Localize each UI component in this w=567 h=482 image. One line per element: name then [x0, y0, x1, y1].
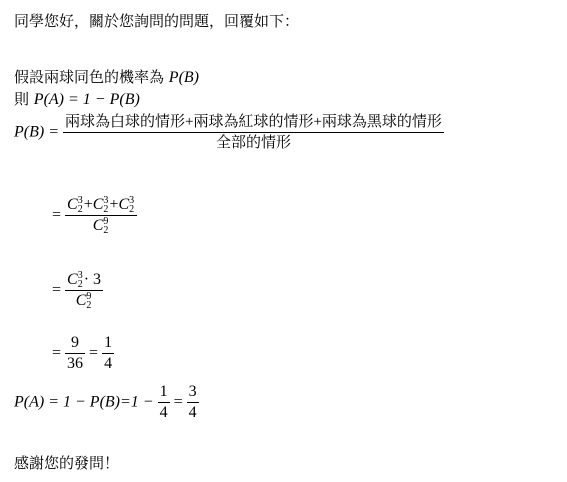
greeting-text: 同學您好，關於您詢問的問題，回覆如下：: [14, 12, 300, 30]
comb-symbol: C: [118, 196, 130, 213]
comb-symbol: C: [92, 196, 104, 213]
comb-symbol: C: [75, 292, 87, 309]
step3-equals: =: [52, 281, 62, 299]
fraction-9-36: [65, 333, 85, 374]
step-combination-sum: [52, 195, 137, 236]
comb-symbol: C: [92, 217, 104, 234]
step4-equals: =: [52, 344, 62, 362]
final-left: P(A) = 1 − P(B)=1 −: [14, 393, 154, 411]
numerator: 9: [71, 334, 80, 351]
numerator: 1: [104, 334, 113, 351]
main-denominator: 全部的情形: [215, 135, 291, 151]
closing-text: 感謝您的發問！: [14, 454, 120, 472]
step2-equals: =: [52, 206, 62, 224]
numerator: 3: [188, 383, 197, 400]
assumption-text: 假設兩球同色的機率為: [14, 68, 165, 86]
fraction-1-4: [102, 333, 114, 374]
final-fraction-3-4: [187, 382, 199, 423]
numerator: 1: [159, 383, 168, 400]
final-fraction-1-4: [158, 382, 170, 423]
step2-numerator: C 3 2 +C 3 2 +C 3 2: [67, 195, 135, 216]
step3-denominator: C 9 2: [75, 291, 92, 312]
step-combination-product: [52, 270, 103, 311]
final-result: [14, 382, 199, 423]
then-line: [14, 90, 140, 110]
pa-equation: P(A) = 1 − P(B): [33, 91, 140, 108]
step3-numerator: C 3 2 · 3: [67, 270, 102, 291]
step2-denominator: C 9 2: [92, 216, 109, 237]
denominator: 4: [188, 404, 197, 421]
denominator: 36: [67, 355, 84, 372]
final-equals: =: [173, 393, 183, 411]
denominator: 4: [159, 404, 168, 421]
step3-fraction: [65, 270, 103, 311]
comb-symbol: C: [67, 196, 78, 213]
comb-symbol: C: [67, 271, 78, 288]
step4-equals-2: =: [89, 344, 99, 362]
pb-symbol: P(B): [168, 69, 199, 86]
denominator: 4: [104, 355, 113, 372]
main-numerator: 兩球為白球的情形+兩球為紅球的情形+兩球為黑球的情形: [65, 114, 442, 130]
assumption-line: [14, 68, 199, 88]
step-simplify: [52, 333, 114, 374]
step2-fraction: [65, 195, 137, 236]
pb-definition: [14, 112, 444, 153]
pb-eq-left: P(B) =: [14, 123, 59, 141]
then-text: 則: [14, 90, 30, 108]
main-fraction: [63, 112, 444, 153]
